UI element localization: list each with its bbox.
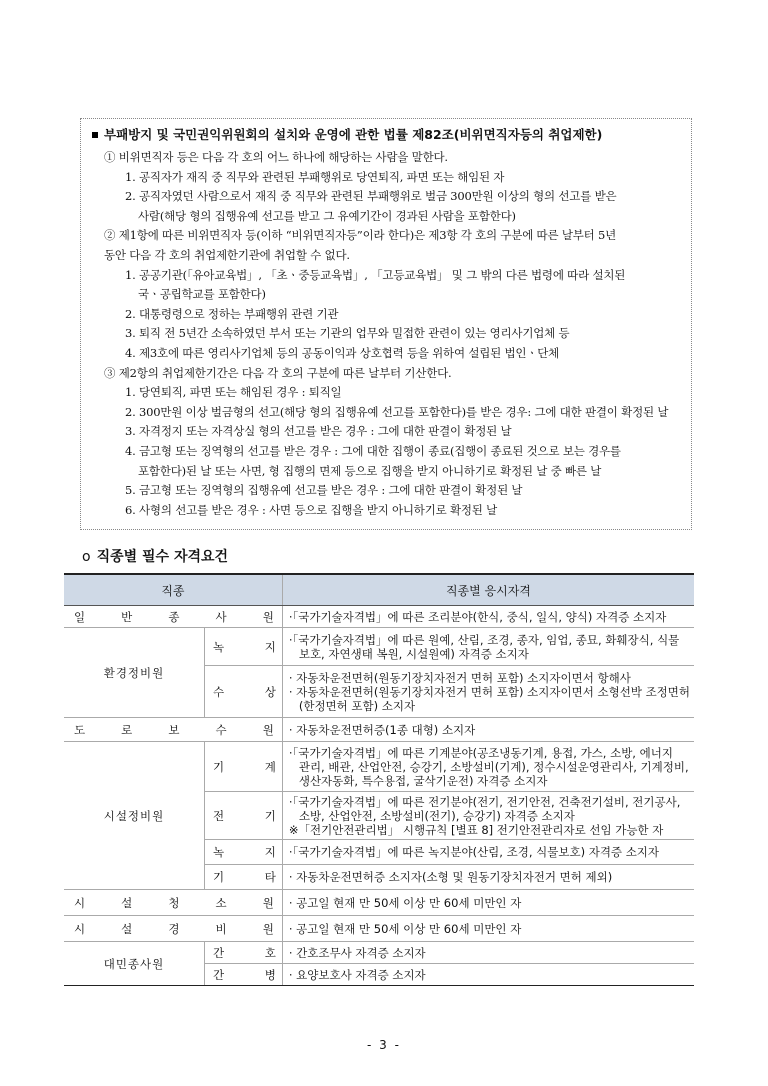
job-cell: 시 설 경 비 원 bbox=[64, 916, 282, 942]
law-line: 2. 300만원 이상 벌금형의 선고(해당 형의 집행유예 선고를 포함한다)를 받은 경우: 그에 대한 판결이 확정된 날 bbox=[125, 404, 669, 419]
job-label: 일 반 종 사 원 bbox=[74, 609, 274, 624]
subcategory-cell: 녹 지 bbox=[205, 628, 283, 666]
qual-cell bbox=[282, 718, 694, 742]
qualification-line: · 자동차운전면허증(1종 대형) 소지자 bbox=[288, 722, 476, 737]
table-row bbox=[64, 742, 694, 792]
qualification-line: 소방, 산업안전, 소방설비(전기), 승강기) 자격증 소지자 bbox=[298, 808, 575, 823]
law-line: 3. 자격정지 또는 자격상실 형의 선고를 받은 경우 : 그에 대한 판결이 확정된 날 bbox=[125, 424, 512, 439]
law-title: 부패방지 및 국민권익위원회의 설치와 운영에 관한 법률 제82조(비위면직자등의 취업제한) bbox=[90, 126, 685, 144]
qualification-line: 생산자동화, 특수용접, 굴삭기운전) 자격증 소지자 bbox=[298, 773, 548, 788]
law-excerpt-box bbox=[80, 118, 692, 530]
qualification-line: 관리, 배관, 산업안전, 승강기, 소방설비(기계), 정수시설운영관리사, 기계정비, bbox=[298, 759, 689, 774]
law-line: 동안 다음 각 호의 취업제한기관에 취업할 수 없다. bbox=[104, 247, 350, 262]
qualification-line: ·「국가기술자격법」에 따른 조리분야(한식, 중식, 일식, 양식) 자격증 소지자 bbox=[288, 609, 667, 624]
table-header-row bbox=[64, 574, 694, 606]
qualification-line: ·「국가기술자격법」에 따른 녹지분야(산림, 조경, 식물보호) 자격증 소지자 bbox=[288, 845, 660, 859]
law-line: 6. 사형의 선고를 받은 경우 : 사면 등으로 집행을 받지 아니하기로 확정된 날 bbox=[125, 502, 498, 517]
law-line: 3. 퇴직 전 5년간 소속하였던 부서 또는 기관의 업무와 밀접한 관련이 있는 영리사기업체 등 bbox=[125, 326, 570, 341]
qualification-line: 보호, 자연생태 복원, 시설원예) 자격증 소지자 bbox=[298, 646, 529, 661]
subcategory-cell: 간 병 bbox=[205, 964, 283, 986]
law-line: 포함한다)된 날 또는 사면, 형 집행의 면제 등으로 집행을 받지 아니하기로 확정된 날 중 빠른 날 bbox=[138, 463, 602, 478]
law-line: 1. 공공기관(「유아교육법」, 「초ㆍ중등교육법」, 「고등교육법」 및 그 밖의 다른 법령에 따라 설치된 bbox=[125, 267, 626, 282]
law-line: 국ㆍ공립학교를 포함한다) bbox=[138, 287, 266, 302]
qual-cell bbox=[282, 628, 694, 666]
job-cell: 대민종사원 bbox=[64, 942, 205, 986]
qualification-line: · 요양보호사 자격증 소지자 bbox=[288, 967, 426, 982]
law-line: 4. 금고형 또는 징역형의 선고를 받은 경우 : 그에 대한 집행이 종료(집행이 종료된 것으로 보는 경우를 bbox=[125, 443, 621, 458]
law-line: ② 제1항에 따른 비위면직자 등(이하 “비위면직자등”이라 한다)은 제3항 각 호의 구분에 따른 날부터 5년 bbox=[104, 228, 617, 243]
law-line: 2. 공직자였던 사람으로서 재직 중 직무와 관련된 부패행위로 벌금 300만원 이상의 형의 선고를 받은 bbox=[125, 189, 617, 204]
qualification-table bbox=[64, 573, 694, 986]
qual-cell bbox=[282, 964, 694, 986]
table-row bbox=[64, 628, 694, 666]
job-cell: 시 설 청 소 원 bbox=[64, 890, 282, 916]
subcategory-cell: 기 계 bbox=[205, 742, 283, 792]
qualification-line: ·「국가기술자격법」에 따른 기계분야(공조냉동기계, 용접, 가스, 소방, 에너지 bbox=[288, 745, 673, 760]
table-row bbox=[64, 942, 694, 964]
header-qualification: 직종별 응시자격 bbox=[282, 574, 694, 606]
section-title: o 직종별 필수 자격요건 bbox=[82, 549, 229, 565]
qualification-line: · 공고일 현재 만 50세 이상 만 60세 미만인 자 bbox=[288, 895, 522, 910]
subcategory-cell: 간 호 bbox=[205, 942, 283, 964]
qual-cell bbox=[282, 742, 694, 792]
qual-cell bbox=[282, 942, 694, 964]
law-line: 1. 공직자가 재직 중 직무와 관련된 부패행위로 당연퇴직, 파면 또는 해임된 자 bbox=[125, 169, 505, 184]
table-row bbox=[64, 606, 694, 628]
qual-cell bbox=[282, 890, 694, 916]
law-line: 1. 당연퇴직, 파면 또는 해임된 경우 : 퇴직일 bbox=[125, 385, 342, 400]
qualification-line: · 자동차운전면허(원동기장치자전거 면허 포함) 소지자이면서 소형선박 조정면허 bbox=[288, 684, 690, 699]
header-job-type: 직종 bbox=[64, 574, 282, 606]
law-line: 4. 제3호에 따른 영리사기업체 등의 공동이익과 상호협력 등을 위하여 설립된 법인ㆍ단체 bbox=[125, 345, 560, 360]
law-line: 5. 금고형 또는 징역형의 집행유예 선고를 받은 경우 : 그에 대한 판결이 확정된 날 bbox=[125, 483, 523, 498]
qualification-line: (한정면허 포함) 소지자 bbox=[298, 698, 416, 713]
qual-cell bbox=[282, 606, 694, 628]
qualification-line: · 자동차운전면허(원동기장치자전거 면허 포함) 소지자이면서 항해사 bbox=[288, 670, 631, 685]
qualification-line: · 공고일 현재 만 50세 이상 만 60세 미만인 자 bbox=[288, 921, 522, 936]
subcategory-cell: 녹 지 bbox=[205, 840, 283, 865]
table-row bbox=[64, 718, 694, 742]
qual-cell bbox=[282, 916, 694, 942]
law-line: ① 비위면직자 등은 다음 각 호의 어느 하나에 해당하는 사람을 말한다. bbox=[104, 150, 448, 164]
law-line: 2. 대통령령으로 정하는 부패행위 관련 기관 bbox=[125, 306, 339, 321]
qual-cell bbox=[282, 792, 694, 840]
law-line: 사람(해당 형의 집행유예 선고를 받고 그 유예기간이 경과된 사람을 포함한다) bbox=[138, 208, 516, 223]
qual-cell bbox=[282, 666, 694, 718]
job-cell: 환경정비원 bbox=[64, 628, 205, 718]
subcategory-cell: 전 기 bbox=[205, 792, 283, 840]
law-line: ③ 제2항의 취업제한기간은 다음 각 호의 구분에 따른 날부터 기산한다. bbox=[104, 365, 452, 380]
qualification-line: ·「국가기술자격법」에 따른 원예, 산림, 조경, 종자, 임업, 종묘, 화훼장식, 식물 bbox=[288, 632, 680, 647]
law-text bbox=[90, 148, 685, 520]
qualification-line: ·「국가기술자격법」에 따른 전기분야(전기, 전기안전, 건축전기설비, 전기공사, bbox=[288, 794, 681, 809]
qual-cell bbox=[282, 865, 694, 890]
qualification-line: · 자동차운전면허증 소지자(소형 및 원동기장치자전거 면허 제외) bbox=[288, 870, 613, 884]
table-row bbox=[64, 890, 694, 916]
subcategory-cell: 기 타 bbox=[205, 865, 283, 890]
square-bullet-icon bbox=[92, 132, 98, 138]
qual-cell bbox=[282, 840, 694, 865]
job-cell bbox=[64, 606, 282, 628]
qualification-line: ※「전기안전관리법」 시행규칙 [별표 8] 전기안전관리자로 선임 가능한 자 bbox=[288, 822, 664, 837]
subcategory-cell: 수 상 bbox=[205, 666, 283, 718]
page-number: - 3 - bbox=[367, 1038, 401, 1052]
job-cell: 시설정비원 bbox=[64, 742, 205, 890]
qualification-line: · 간호조무사 자격증 소지자 bbox=[288, 945, 426, 960]
table-row bbox=[64, 916, 694, 942]
job-cell: 도 로 보 수 원 bbox=[64, 718, 282, 742]
